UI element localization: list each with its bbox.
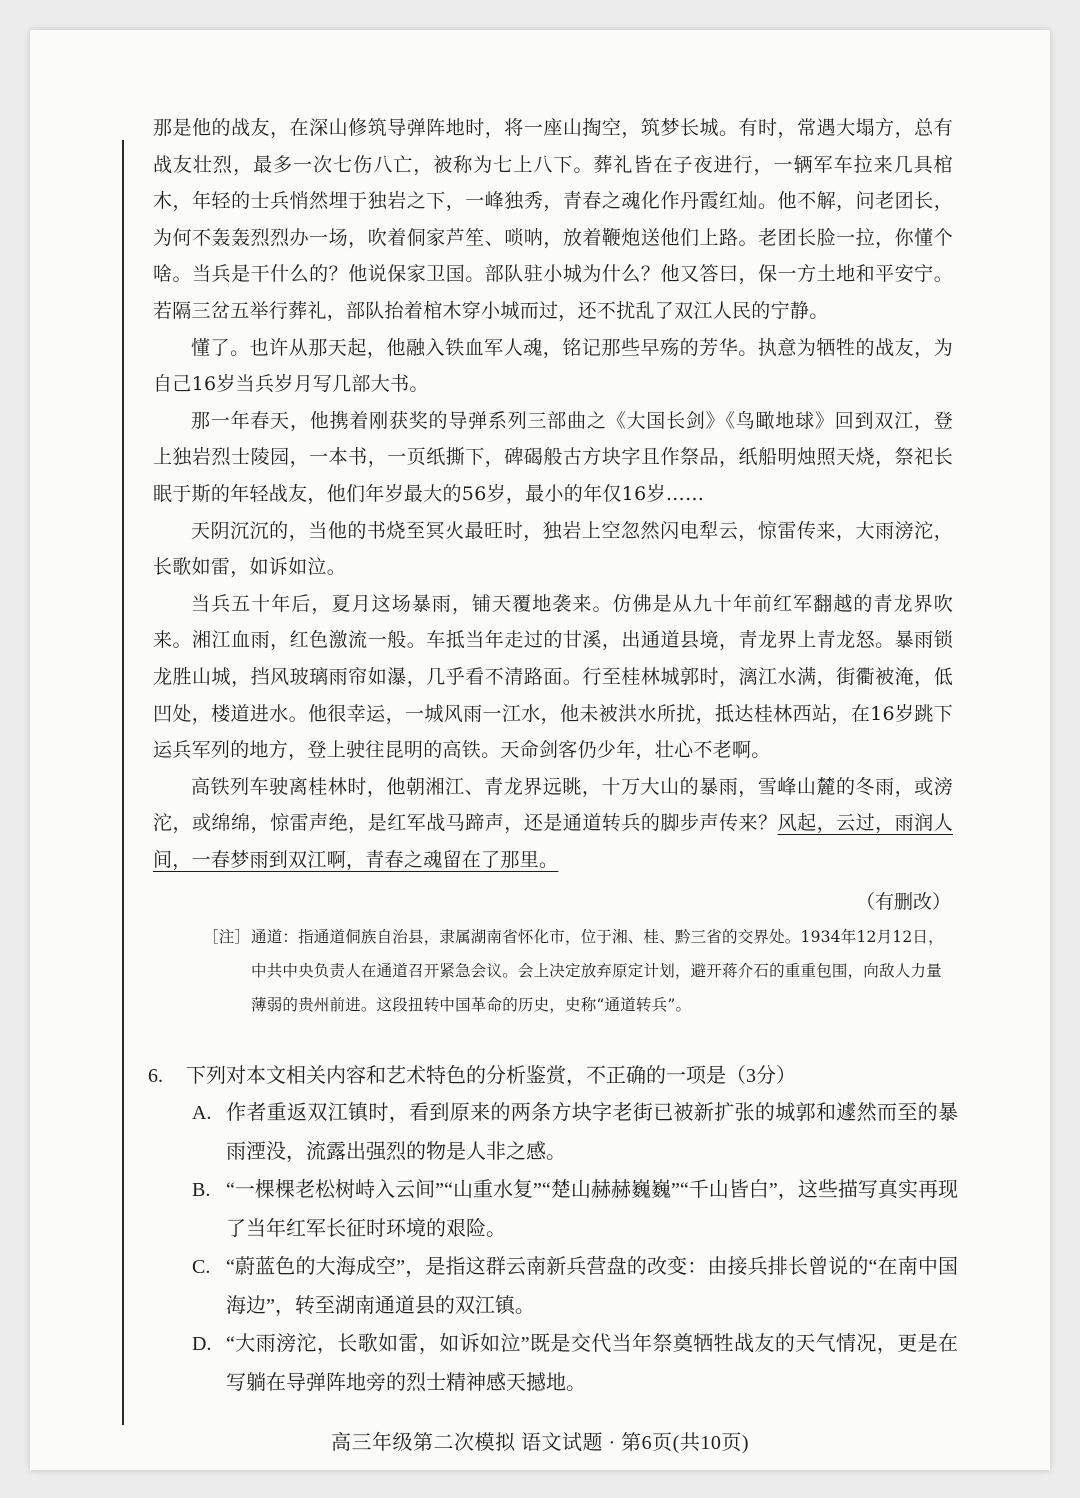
annotation-tag: ［注］ bbox=[203, 928, 251, 947]
binding-margin-line bbox=[122, 140, 124, 1425]
option-letter: D. bbox=[192, 1333, 212, 1355]
option-b[interactable] bbox=[148, 1171, 958, 1248]
option-text: 作者重返双江镇时，看到原来的两条方块字老街已被新扩张的城郭和遽然而至的暴雨湮没，流露出强烈的物是人非之感。 bbox=[226, 1102, 958, 1163]
annotation-text: 通道：指通道侗族自治县，隶属湖南省怀化市，位于湘、桂、黔三省的交界处。1934年12月12日，中共中央负责人在通道召开紧急会议。会上决定放弃原定计划，避开蒋介石的重重包围，向敌人力量薄弱的贵州前进。这段扭转中国革命的历史，史称“通道转兵”。 bbox=[251, 928, 944, 1015]
option-c[interactable] bbox=[148, 1248, 958, 1325]
question-stem bbox=[148, 1058, 958, 1094]
option-letter: A. bbox=[192, 1102, 212, 1124]
passage-paragraph: 当兵五十年后，夏月这场暴雨，铺天覆地袭来。仿佛是从九十年前红军翻越的青龙界吹来。湘江血雨，红色激流一般。车抵当年走过的甘溪，出通道县境，青龙界上青龙怒。暴雨锁龙胜山城，挡风玻璃雨帘如瀑，几乎看不清路面。行至桂林城郭时，漓江水满，街衢被淹，低凹处，楼道进水。他很幸运，一城风雨一江水，他未被洪水所扰，抵达桂林西站，在16岁跳下运兵军列的地方，登上驶往昆明的高铁。天命剑客仍少年，壮心不老啊。 bbox=[153, 592, 953, 762]
option-d[interactable] bbox=[148, 1325, 958, 1402]
underlined-sentence: 风起，云过，雨润人间，一春梦雨到双江啊，青春之魂留在了那里。 bbox=[153, 812, 954, 871]
option-letter: C. bbox=[192, 1256, 211, 1278]
option-a[interactable] bbox=[148, 1094, 958, 1171]
question-stem-text: 下列对本文相关内容和艺术特色的分析鉴赏，不正确的一项是（3分） bbox=[186, 1065, 796, 1087]
passage-paragraph: 那是他的战友，在深山修筑导弹阵地时，将一座山掏空，筑梦长城。有时，常遇大塌方，总有战友壮烈，最多一次七伤八亡，被称为七上八下。葬礼皆在子夜进行，一辆军车拉来几具棺木，年轻的士兵悄然埋于独岩之下，一峰独秀，青春之魂化作丹霞红灿。他不解，问老团长，为何不轰轰烈烈办一场，吹着侗家芦笙、唢呐，放着鞭炮送他们上路。老团长脸一拉，你懂个啥。当兵是干什么的？他说保家卫国。部队驻小城为什么？他又答曰，保一方土地和平安宁。若隔三岔五举行葬礼，部队抬着棺木穿小城而过，还不扰乱了双江人民的宁静。 bbox=[153, 117, 953, 322]
question-number: 6. bbox=[148, 1065, 163, 1087]
page-footer: 高三年级第二次模拟 语文试题 · 第6页(共10页) bbox=[331, 1432, 749, 1454]
option-text: “大雨滂沱，长歌如雷，如诉如泣”既是交代当年祭奠牺牲战友的天气情况，更是在写躺在导弹阵地旁的烈士精神感天撼地。 bbox=[226, 1333, 958, 1394]
passage-paragraph: 天阴沉沉的，当他的书烧至冥火最旺时，独岩上空忽然闪电犁云，惊雷传来，大雨滂沱，长歌如雷，如诉如泣。 bbox=[153, 519, 953, 579]
source-note: （有删改） bbox=[855, 891, 951, 914]
option-letter: B. bbox=[192, 1179, 211, 1201]
final-paragraph-text: 高铁列车驶离桂林时，他朝湘江、青龙界远眺，十万大山的暴雨，雪峰山麓的冬雨，或滂沱，或绵绵，惊雷声绝，是红军战马蹄声，还是通道转兵的脚步声传来？ bbox=[153, 775, 953, 835]
passage-final-paragraph bbox=[153, 769, 953, 879]
question-6 bbox=[148, 1058, 958, 1402]
option-text: “一棵棵老松树峙入云间”“山重水复”“楚山赫赫巍巍”“千山皆白”，这些描写真实再现了当年红军长征时环境的艰险。 bbox=[226, 1179, 958, 1240]
annotation bbox=[153, 920, 953, 1022]
passage-paragraph: 那一年春天，他携着刚获奖的导弹系列三部曲之《大国长剑》《鸟瞰地球》回到双江，登上独岩烈士陵园，一本书，一页纸撕下，碑碣般古方块字且作祭品，纸船明烛照天烧，祭祀长眠于斯的年轻战友，他们年岁最大的56岁，最小的年仅16岁…… bbox=[153, 409, 953, 505]
passage-paragraph: 懂了。也许从那天起，他融入铁血军人魂，铭记那些早殇的芳华。执意为牺牲的战友，为自己16岁当兵岁月写几部大书。 bbox=[153, 336, 953, 396]
option-text: “蔚蓝色的大海成空”，是指这群云南新兵营盘的改变：由接兵排长曾说的“在南中国海边”，转至湖南通道县的双江镇。 bbox=[226, 1256, 958, 1317]
reading-passage bbox=[153, 110, 953, 1022]
